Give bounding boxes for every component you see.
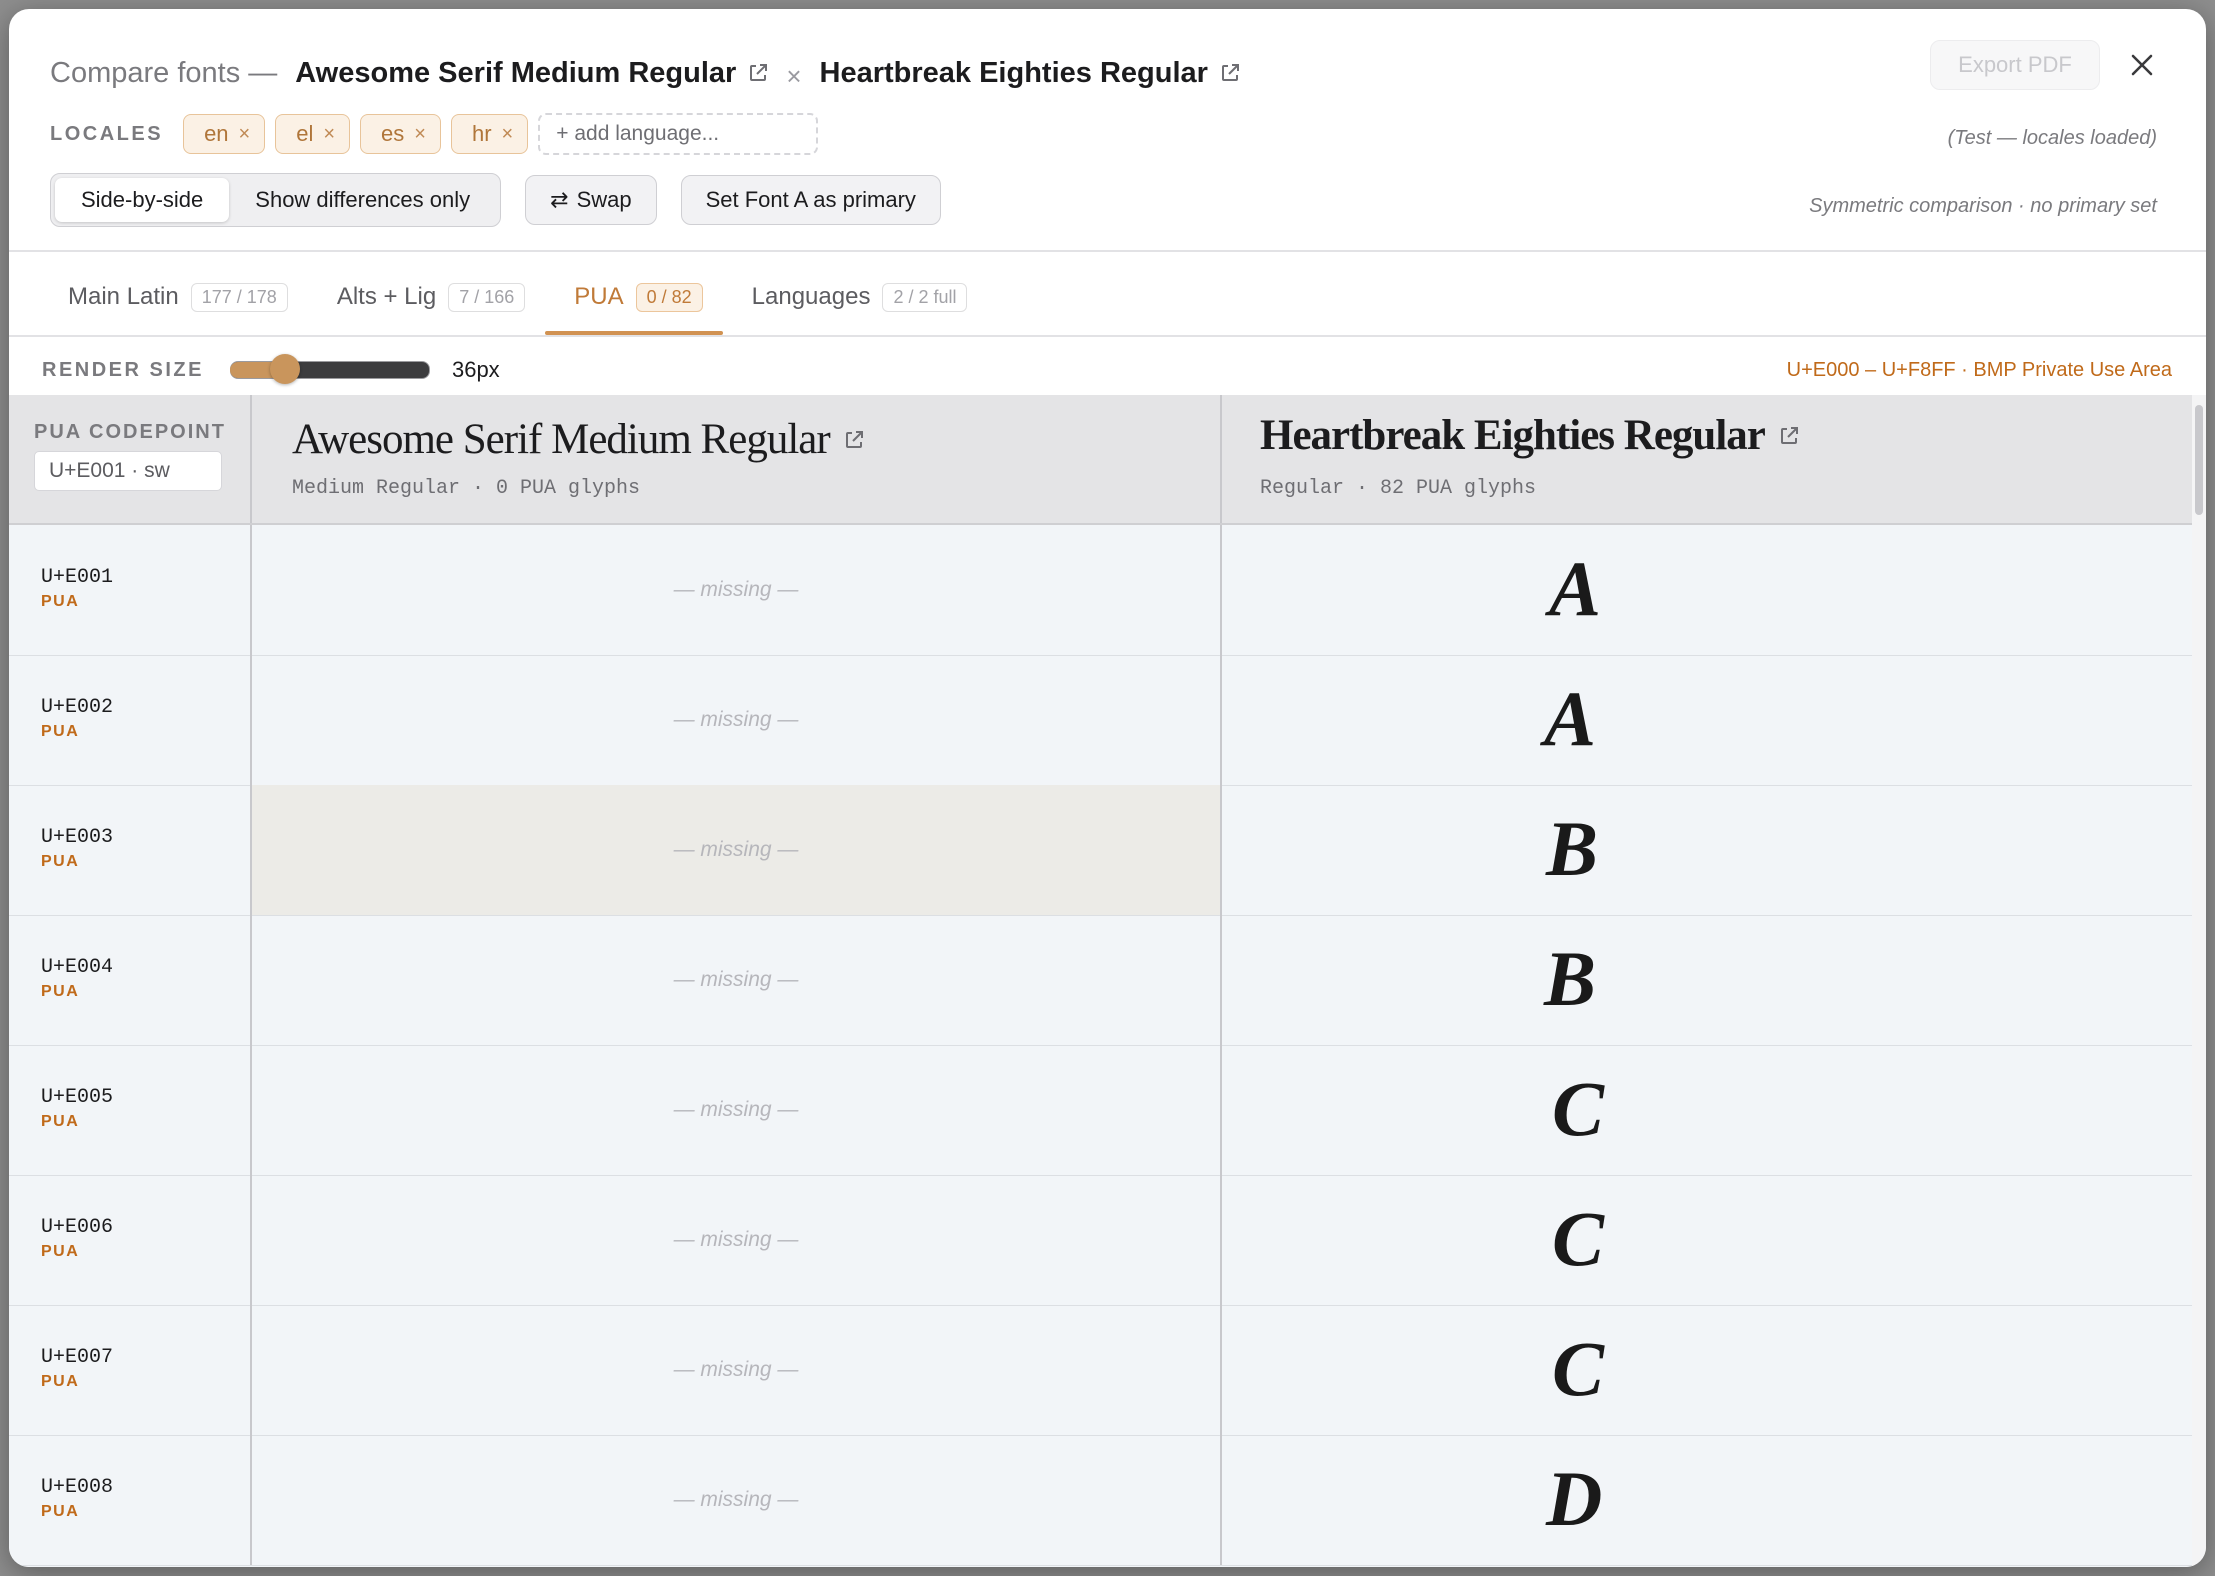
font-b-column-header	[1222, 395, 2192, 523]
swap-button[interactable]	[525, 175, 656, 225]
tab-label: PUA	[574, 283, 624, 310]
locales-label: LOCALES	[50, 122, 164, 145]
font-a-column-header	[252, 395, 1222, 523]
external-link-icon[interactable]	[1777, 424, 1801, 448]
pua-tag: PUA	[41, 723, 80, 740]
glyph-preview: C	[1552, 1195, 1605, 1282]
font-b-title: Heartbreak Eighties Regular	[819, 56, 1208, 89]
close-button[interactable]	[2124, 47, 2160, 83]
table-row[interactable]	[9, 525, 2192, 656]
table-row[interactable]	[9, 655, 2192, 786]
side-by-side-option[interactable]: Side-by-side	[55, 178, 229, 222]
controls-row	[50, 173, 965, 227]
locale-chip-el[interactable]	[275, 114, 350, 154]
codepoint-cell	[9, 785, 252, 915]
table-row[interactable]	[9, 1435, 2192, 1566]
table-row[interactable]	[9, 1045, 2192, 1176]
codepoint-cell	[9, 1435, 252, 1565]
tab-pua[interactable]	[545, 259, 722, 335]
glyph-preview: D	[1546, 1455, 1603, 1542]
pua-tag: PUA	[41, 983, 80, 1000]
remove-locale-icon[interactable]: ×	[501, 122, 514, 145]
codepoint-cell	[9, 1305, 252, 1435]
locale-code: en	[204, 121, 229, 146]
codepoint-value: U+E006	[41, 1216, 114, 1239]
font-b-glyph-cell	[1222, 525, 2192, 655]
missing-label: — missing —	[673, 1358, 799, 1381]
tab-alts-lig[interactable]	[308, 259, 545, 335]
missing-label: — missing —	[673, 1098, 799, 1121]
locale-chip-hr[interactable]	[451, 114, 528, 154]
font-a-subtitle: Medium Regular · 0 PUA glyphs	[292, 477, 641, 500]
swap-icon: ⇄	[550, 187, 569, 212]
codepoint-column-header	[9, 395, 252, 523]
font-b-glyph-cell	[1222, 915, 2192, 1045]
export-pdf-button[interactable]: Export PDF	[1930, 40, 2100, 90]
locale-chip-es[interactable]	[360, 114, 441, 154]
tab-count-badge: 0 / 82	[636, 283, 703, 312]
scrollbar-thumb[interactable]	[2195, 405, 2203, 515]
locales-row	[50, 111, 818, 157]
tab-bar	[39, 259, 987, 335]
font-b-glyph-cell	[1222, 1435, 2192, 1565]
font-b-glyph-cell	[1222, 1175, 2192, 1305]
codepoint-value: U+E001	[41, 566, 114, 589]
font-b-glyph-cell	[1222, 1305, 2192, 1435]
external-link-icon[interactable]	[1218, 61, 1242, 85]
table-row[interactable]	[9, 1305, 2192, 1436]
glyph-comparison-table	[9, 395, 2192, 1567]
missing-label: — missing —	[673, 968, 799, 991]
codepoint-value: U+E008	[41, 1476, 114, 1499]
tab-languages[interactable]	[723, 259, 988, 335]
tab-count-badge: 7 / 166	[448, 283, 525, 312]
font-a-glyph-cell	[252, 525, 1222, 655]
missing-label: — missing —	[673, 1488, 799, 1511]
render-size-row	[42, 351, 500, 389]
pua-tag: PUA	[41, 1243, 80, 1260]
tab-label: Languages	[751, 283, 871, 310]
font-a-glyph-cell	[252, 1435, 1222, 1565]
table-row[interactable]	[9, 785, 2192, 916]
render-size-label: RENDER SIZE	[42, 358, 204, 381]
swap-label: Swap	[576, 187, 632, 212]
pua-tag: PUA	[41, 593, 80, 610]
comparison-note: Symmetric comparison · no primary set	[1809, 195, 2157, 217]
locale-chip-en[interactable]	[183, 114, 265, 154]
codepoint-value: U+E007	[41, 1346, 114, 1369]
show-differences-option[interactable]: Show differences only	[255, 187, 471, 212]
font-b-glyph-cell	[1222, 655, 2192, 785]
tab-count-badge: 2 / 2 full	[882, 283, 967, 312]
font-a-glyph-cell	[252, 1305, 1222, 1435]
pua-tag: PUA	[41, 1503, 80, 1520]
remove-locale-icon[interactable]: ×	[238, 122, 251, 145]
locale-code: es	[381, 121, 405, 146]
codepoint-header-label: PUA CODEPOINT	[34, 421, 226, 443]
tab-count-badge: 177 / 178	[191, 283, 288, 312]
external-link-icon[interactable]	[746, 61, 770, 85]
font-a-glyph-cell	[252, 1175, 1222, 1305]
add-language-input[interactable]: + add language...	[538, 113, 818, 155]
missing-label: — missing —	[673, 1228, 799, 1251]
locale-code: el	[296, 121, 314, 146]
font-b-glyph-cell	[1222, 785, 2192, 915]
render-size-value: 36px	[451, 357, 500, 382]
tab-label: Alts + Lig	[336, 283, 437, 310]
missing-label: — missing —	[673, 838, 799, 861]
slider-thumb[interactable]	[270, 354, 300, 384]
codepoint-value: U+E003	[41, 826, 114, 849]
font-a-glyph-cell	[252, 655, 1222, 785]
font-b-name: Heartbreak Eighties Regular	[1260, 412, 1765, 459]
glyph-preview: B	[1544, 935, 1597, 1022]
font-a-glyph-cell	[252, 785, 1222, 915]
tab-main-latin[interactable]	[39, 259, 308, 335]
remove-locale-icon[interactable]: ×	[323, 122, 336, 145]
table-row[interactable]	[9, 1175, 2192, 1306]
divider	[9, 335, 2206, 337]
font-a-title: Awesome Serif Medium Regular	[295, 56, 737, 89]
font-a-glyph-cell	[252, 915, 1222, 1045]
divider	[9, 250, 2206, 252]
font-b-glyph-cell	[1222, 1045, 2192, 1175]
table-row[interactable]	[9, 915, 2192, 1046]
codepoint-cell	[9, 1175, 252, 1305]
dialog-title	[50, 51, 1242, 95]
close-icon	[2129, 52, 2155, 78]
compare-fonts-dialog	[9, 9, 2206, 1567]
view-mode-toggle	[50, 173, 501, 227]
codepoint-cell	[9, 915, 252, 1045]
font-b-subtitle: Regular · 82 PUA glyphs	[1260, 477, 1537, 500]
pua-tag: PUA	[41, 1373, 80, 1390]
codepoint-search-input[interactable]	[34, 451, 222, 491]
set-primary-button[interactable]: Set Font A as primary	[681, 175, 941, 225]
table-scrollbar[interactable]	[2192, 395, 2206, 1567]
font-a-name: Awesome Serif Medium Regular	[292, 416, 830, 463]
title-prefix: Compare fonts —	[50, 56, 278, 89]
unicode-range-note: U+E000 – U+F8FF · BMP Private Use Area	[1786, 359, 2172, 381]
glyph-preview: A	[1549, 545, 1602, 632]
codepoint-value: U+E005	[41, 1086, 114, 1109]
remove-locale-icon[interactable]: ×	[414, 122, 426, 145]
codepoint-cell	[9, 1045, 252, 1175]
codepoint-value: U+E004	[41, 956, 114, 979]
table-header	[9, 395, 2192, 525]
times-separator: ×	[786, 60, 802, 91]
locale-code: hr	[471, 121, 492, 146]
codepoint-value: U+E002	[41, 696, 114, 719]
locales-status-note: (Test — locales loaded)	[1947, 127, 2157, 149]
glyph-preview: A	[1544, 675, 1597, 762]
pua-tag: PUA	[41, 853, 80, 870]
glyph-preview: C	[1552, 1065, 1605, 1152]
external-link-icon[interactable]	[842, 428, 866, 452]
pua-tag: PUA	[41, 1113, 80, 1130]
missing-label: — missing —	[673, 578, 799, 601]
glyph-preview: B	[1546, 805, 1599, 892]
codepoint-cell	[9, 655, 252, 785]
glyph-preview: C	[1552, 1325, 1605, 1412]
missing-label: — missing —	[673, 708, 799, 731]
font-a-glyph-cell	[252, 1045, 1222, 1175]
render-size-slider[interactable]	[230, 359, 432, 381]
tab-label: Main Latin	[68, 283, 179, 310]
codepoint-cell	[9, 525, 252, 655]
